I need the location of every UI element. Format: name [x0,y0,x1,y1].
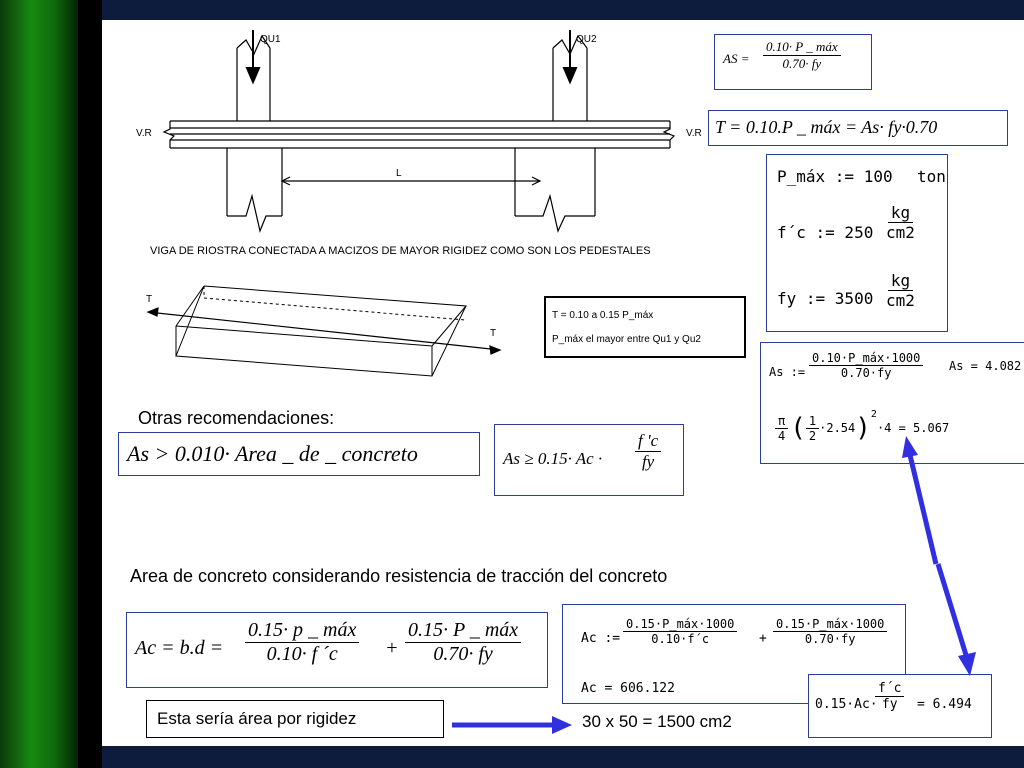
pmax-unit: ton [917,167,946,186]
half-num: 1 [806,414,819,429]
ac-calc-plus: + [759,631,767,646]
fc-unit-num: kg [888,203,913,223]
pi-den: 4 [778,428,786,443]
as-calc-lhs: As := [769,365,806,379]
arrow-down-line [938,564,966,655]
check-result: = 6.494 [917,697,972,712]
span-label: L [396,168,402,179]
ac-calc-term2-num: 0.15·P_máx·1000 [773,617,887,632]
pmax-input: P_máx := 100 [777,167,893,186]
ac-formula-plus: + [385,637,399,659]
load-label-qu2: QU2 [576,34,597,45]
tension-label-right: T [490,328,497,339]
arrow-up-line [910,455,936,564]
half-den: 2 [808,428,817,443]
pi-num: π [775,414,788,429]
ac-term1-den: 0.10· f ´c [266,643,338,665]
note-line-1: T = 0.10 a 0.15 P_máx [552,310,654,321]
beam-label-right: V.R [686,128,702,139]
rigidity-label: Esta sería área por rigidez [157,709,357,728]
section-result: 30 x 50 = 1500 cm2 [582,712,732,731]
as-calc-result: As = 4.082 [949,359,1022,373]
bar-area-expression: $\frac{\pi}{4}$ ( $\frac{1}{2}$ ·2.54 ) 2 ·4 = 5.067 [775,413,949,443]
fy-unit-num: kg [888,271,913,291]
arrow-head-up [902,436,918,458]
bar-diameter: ·2.54 [819,421,856,435]
load-label-qu1: QU1 [260,34,281,45]
bar-area-tail: ·4 = 5.067 [876,421,950,435]
beam-label-left: V.R [136,128,152,139]
ac-calc-lhs: Ac := [581,631,621,646]
ac-calc-term1-den: 0.10·f´c [651,632,710,646]
check-lhs: 0.15·Ac· [815,697,878,712]
fy-unit-den: cm2 [886,291,915,310]
check-num: f´c [875,681,904,697]
as-formula-num: 0.10· P _ máx [763,39,841,56]
steel-ratio-den: fy [641,452,655,471]
as-formula-den: 0.70· fy [782,56,822,71]
as-formula-lhs: AS = [723,51,750,66]
arrow-head-down [958,652,976,676]
fc-unit-den: cm2 [886,223,915,242]
tension-heading: Area de concreto considerando resistencia de tracción del concreto [130,566,668,586]
tension-label-left: T [146,294,153,305]
ac-term2-num: 0.15· P _ máx [405,619,521,643]
ac-calc-term2-den: 0.70·fy [804,632,856,646]
as-calc-den: 0.70·fy [840,366,892,380]
bar-exponent: 2 [870,408,877,420]
ac-calc-term1-num: 0.15·P_máx·1000 [623,617,737,632]
diagram-caption: VIGA DE RIOSTRA CONECTADA A MACIZOS DE MAYOR RIGIDEZ COMO SON LOS PEDESTALES [150,245,651,257]
arrow-head-section-result [552,716,572,734]
min-steel-formula: As > 0.010· Area _ de _ concreto [127,441,418,466]
ac-formula-lhs: Ac = b.d = [135,637,224,659]
ac-term1-num: 0.15· p _ máx [245,619,359,643]
steel-ratio-lhs: As ≥ 0.15· Ac · [503,449,603,468]
as-calc-num: 0.10·P_máx·1000 [809,351,923,366]
recommendations-heading: Otras recomendaciones: [138,408,335,428]
check-den: fy [881,697,898,712]
ac-term2-den: 0.70· fy [433,643,493,665]
t-formula-text: T = 0.10.P _ máx = As· fy·0.70 [715,117,938,137]
note-line-2: P_máx el mayor entre Qu1 y Qu2 [552,334,701,345]
steel-ratio-num: f 'c [635,431,661,452]
fc-input: f´c := 250 [777,223,874,242]
ac-calc-result: Ac = 606.122 [581,681,675,696]
fy-input: fy := 3500 [777,289,874,308]
